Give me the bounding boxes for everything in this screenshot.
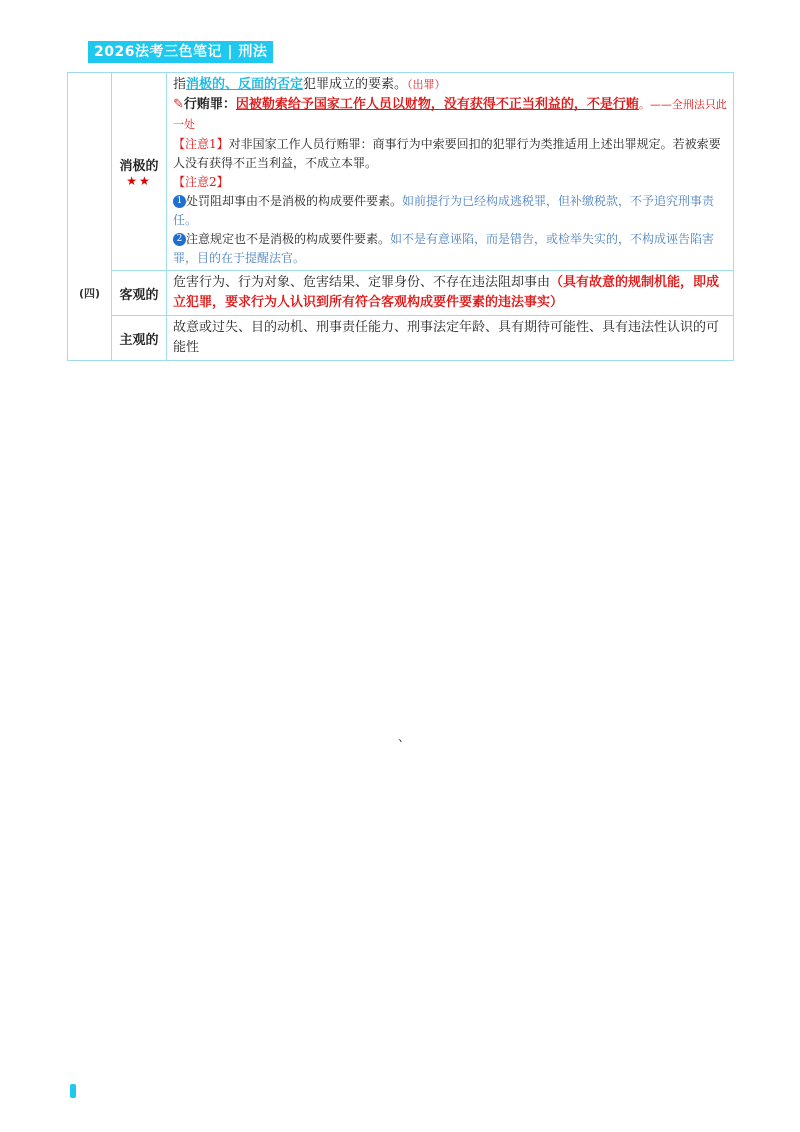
stray-mark: 、 [398, 730, 411, 744]
note-text: （出罪） [407, 78, 446, 91]
notes-table [67, 72, 734, 361]
note2-tag: 【注意2】 [173, 175, 229, 189]
outer-label: (四) [68, 271, 112, 316]
header-title: 2026法考三色笔记 | 刑法 [88, 41, 273, 63]
table-row [68, 316, 734, 361]
subjective-elements: 故意或过失、目的动机、刑事责任能力、刑事法定年龄、具有期待可能性、具有违法性认识的可能性 [173, 320, 720, 355]
highlight-text: 消极的、反面的否定 [186, 77, 304, 92]
page-number-marker [70, 1084, 76, 1098]
outer-label-cell [68, 316, 112, 361]
row-content [167, 73, 734, 271]
objective-note: （具有故意的规制机能，即成立犯罪，要求行为人认识到所有符合客观构成要件要素的违法事实） [173, 275, 720, 310]
row-label: 主观的 [112, 316, 167, 361]
point1-example: 如前提行为已经构成逃税罪，但补缴税款，不予追究刑事责任。 [173, 194, 715, 227]
crime-rule: 因被勒索给予国家工作人员以财物，没有获得不正当利益的，不是行贿 [235, 97, 639, 112]
table-row [68, 73, 734, 271]
text: 指 [173, 77, 187, 92]
table-row [68, 271, 734, 316]
row-label: 客观的 [112, 271, 167, 316]
crime-title: 行贿罪： [183, 97, 236, 112]
importance-stars: ★★ [126, 174, 152, 188]
note1-tag: 【注意1】 [173, 137, 229, 151]
objective-elements: 危害行为、行为对象、危害结果、定罪身份、不存在违法阻却事由 [173, 275, 551, 290]
point2-example: 如不是有意诬陷，而是错告，或检举失实的，不构成诬告陷害罪，目的在于提醒法官。 [173, 232, 715, 265]
number-1-icon: 1 [173, 195, 186, 208]
outer-label-cell [68, 73, 112, 271]
crime-note: 。——全刑法只此一处 [173, 98, 727, 131]
note1-text: 对非国家工作人员行贿罪：商事行为中索要回扣的犯罪行为类推适用上述出罪规定。若被索要人没有获得不正当利益，不成立本罪。 [173, 137, 721, 170]
row-label: 消极的 [119, 159, 159, 174]
row-content [167, 271, 734, 316]
number-2-icon: 2 [173, 233, 186, 246]
pencil-icon: ✎ [173, 97, 184, 112]
point1-text: 处罚阻却事由不是消极的构成要件要素。 [186, 194, 403, 208]
row-label-cell [112, 73, 167, 271]
point2-text: 注意规定也不是消极的构成要件要素。 [186, 232, 391, 246]
text: 犯罪成立的要素。 [303, 77, 408, 92]
row-content [167, 316, 734, 361]
